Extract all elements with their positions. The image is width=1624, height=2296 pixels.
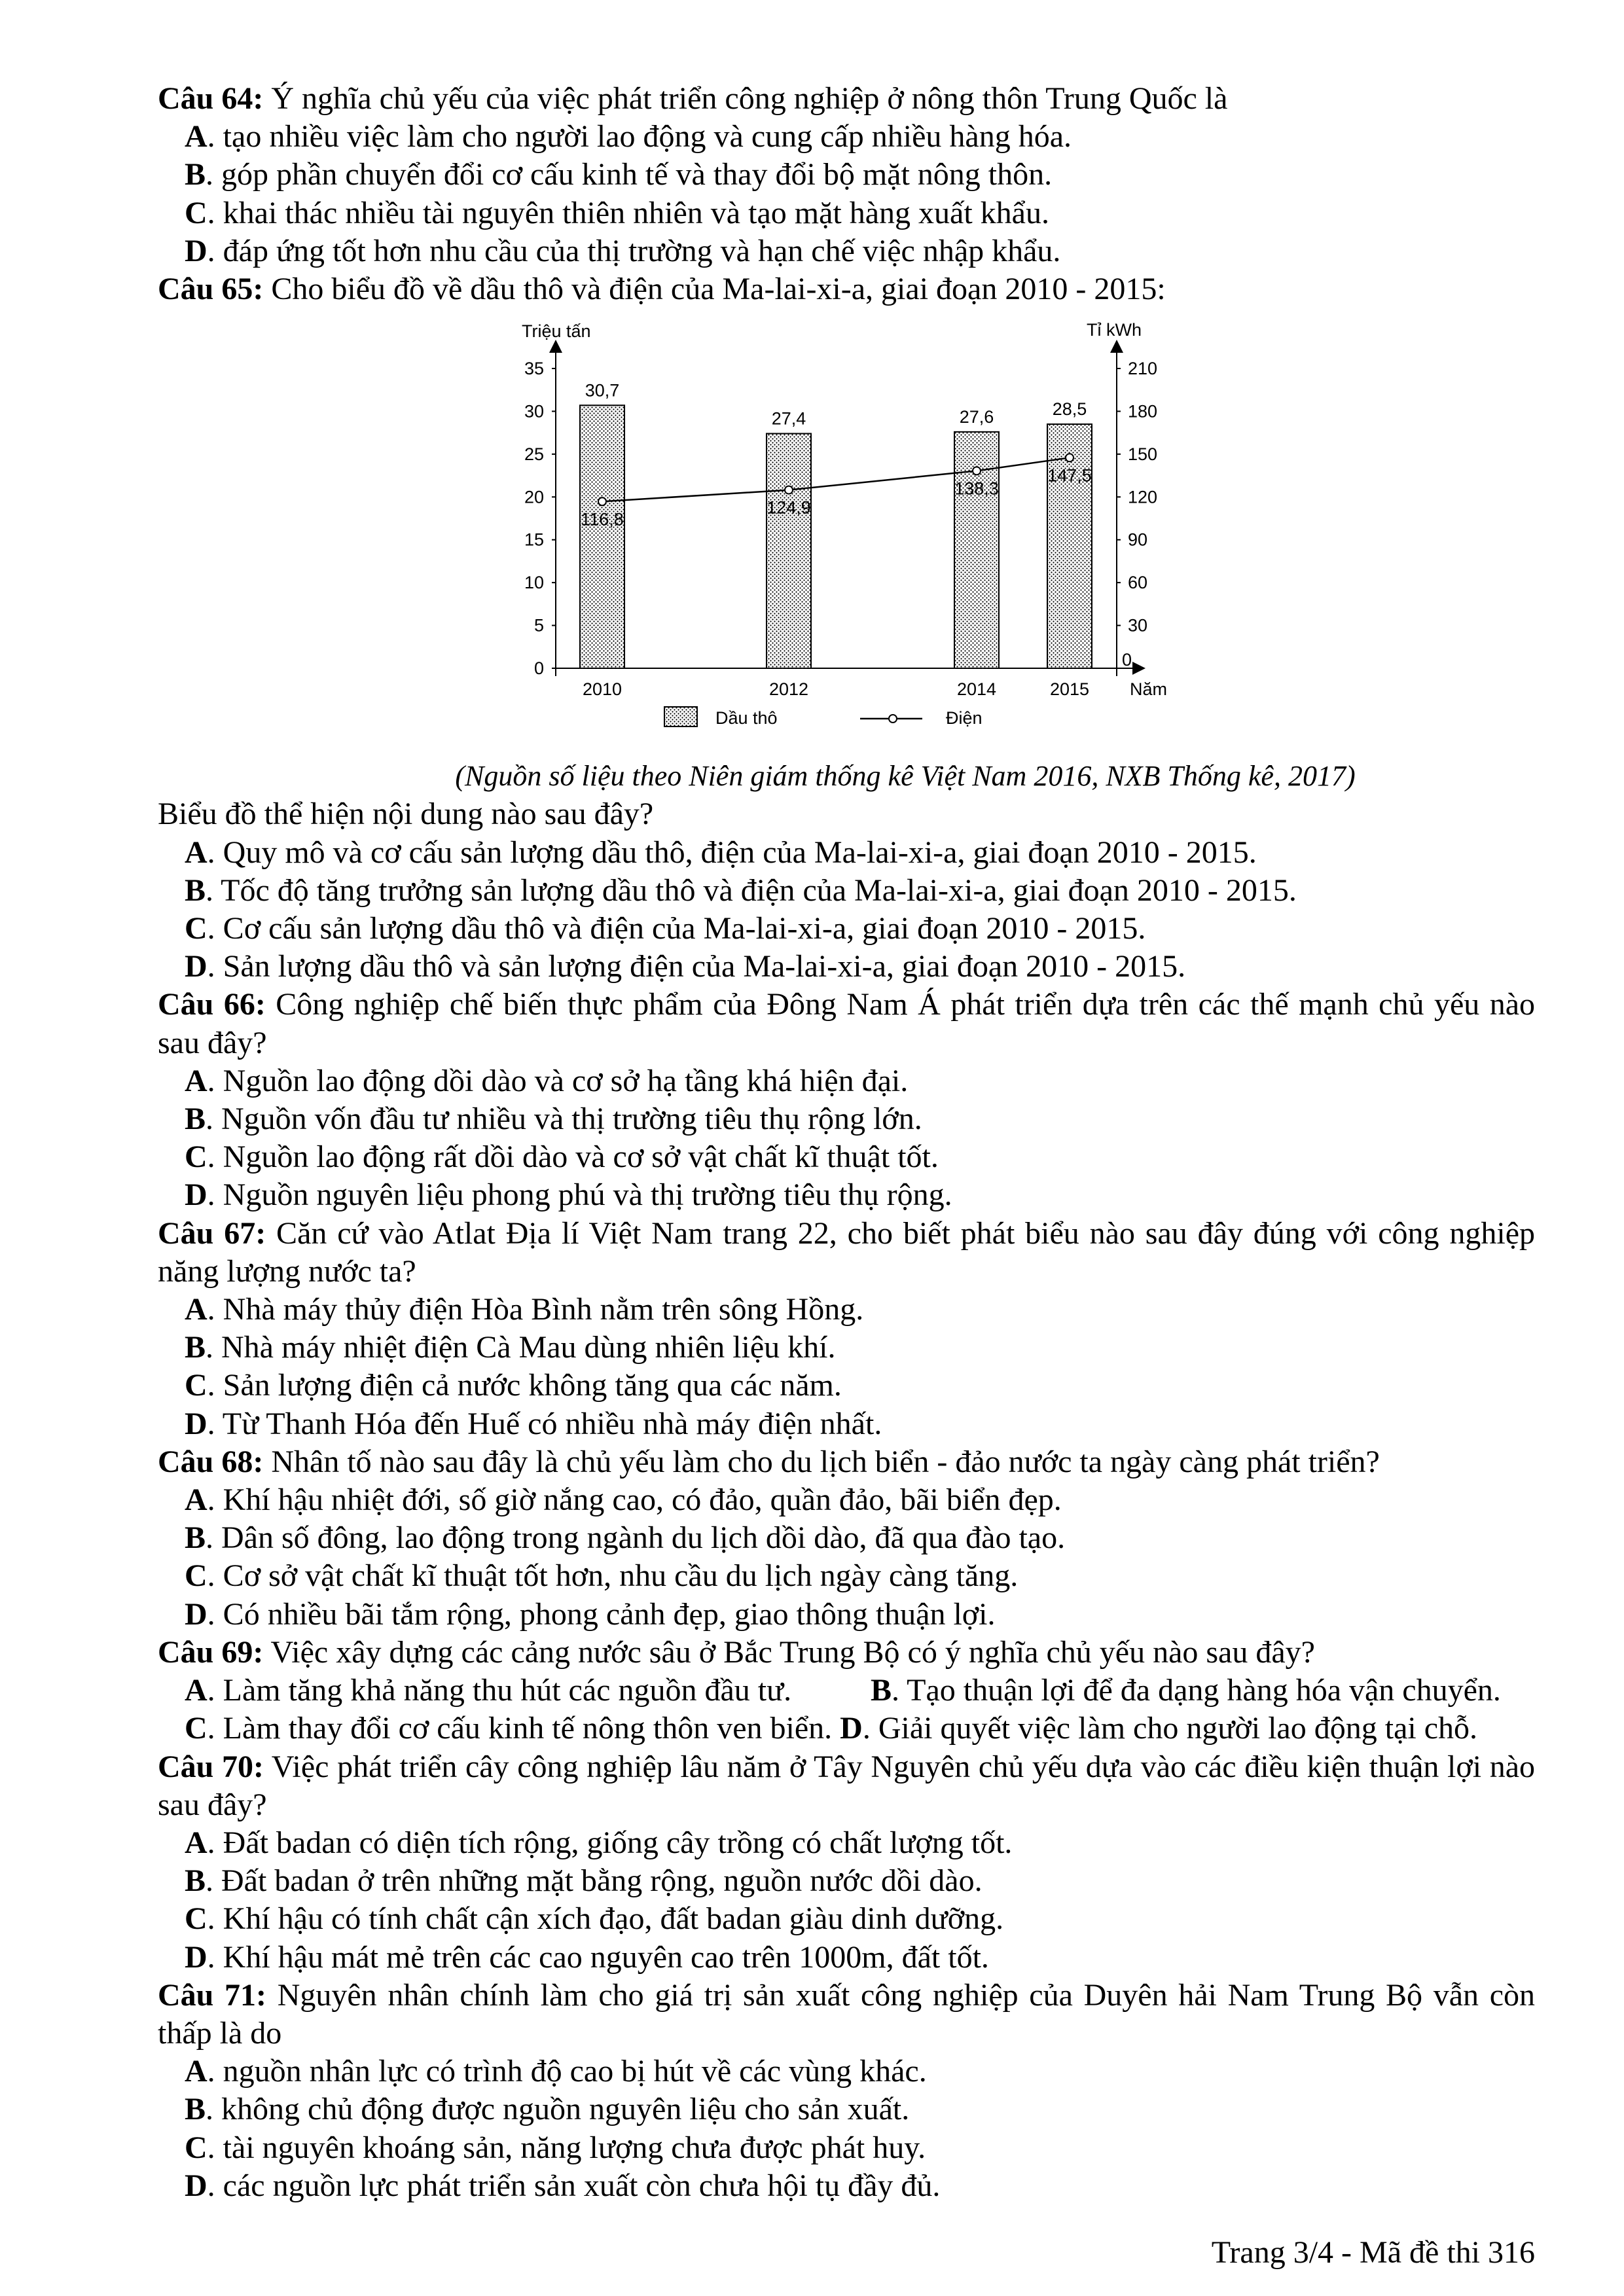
- line-point-dien: [973, 467, 981, 475]
- question-text: Cho biểu đồ về dầu thô và điện của Ma-lai-xi-a, giai đoạn 2010 - 2015:: [263, 272, 1166, 307]
- question-text: Căn cứ vào Atlat Địa lí Việt Nam trang 22, cho biết phát biểu nào sau đây đúng với công nghiệp năng lượng nước ta?: [158, 1215, 1536, 1289]
- option-text: . nguồn nhân lực có trình độ cao bị hút về các vùng khác.: [207, 2054, 927, 2089]
- option-letter: A: [185, 834, 208, 870]
- option-letter: C: [185, 2130, 208, 2165]
- question-text: Công nghiệp chế biến thực phẩm của Đông Nam Á phát triển dựa trên các thế mạnh chủ yếu nào sau đây?: [158, 987, 1536, 1060]
- question-65-options: [158, 795, 1535, 986]
- right-tick-label: 0: [1122, 650, 1132, 670]
- left-tick-label: 15: [524, 529, 544, 550]
- option-letter: B: [185, 2092, 206, 2127]
- option-letter: A: [185, 1825, 208, 1860]
- option-text: . Khí hậu có tính chất cận xích đạo, đất badan giàu dinh dưỡng.: [207, 1901, 1004, 1937]
- answer-option: [158, 1481, 1535, 1519]
- line-point-dien: [785, 486, 793, 494]
- answer-option: [158, 1824, 1535, 1862]
- left-tick-label: 25: [524, 444, 544, 464]
- answer-option: [158, 1176, 1535, 1214]
- right-tick-label: 210: [1128, 359, 1158, 378]
- option-text: . Từ Thanh Hóa đến Huế có nhiều nhà máy điện nhất.: [207, 1406, 882, 1441]
- option-letter: D: [185, 1406, 208, 1441]
- left-tick-label: 35: [524, 359, 544, 378]
- option-text: . Nhà máy nhiệt điện Cà Mau dùng nhiên liệu khí.: [206, 1330, 836, 1365]
- answer-option: [185, 1711, 832, 1746]
- option-letter: C: [185, 1139, 208, 1175]
- right-tick-label: 150: [1128, 444, 1158, 464]
- page-footer: Trang 3/4 - Mã đề thi 316: [1211, 2235, 1535, 2270]
- questions-66-71: [158, 986, 1535, 2205]
- option-text: . Có nhiều bãi tắm rộng, phong cảnh đẹp, giao thông thuận lợi.: [207, 1596, 996, 1632]
- answer-option: [158, 1557, 1535, 1595]
- question-text: Ý nghĩa chủ yếu của việc phát triển công nghiệp ở nông thôn Trung Quốc là: [263, 81, 1228, 116]
- right-axis-title: Tỉ kWh: [1087, 320, 1142, 340]
- question-number: Câu 66:: [158, 987, 266, 1022]
- answer-option: [158, 1596, 1535, 1634]
- x-tick-label: 2010: [582, 679, 623, 699]
- option-letter: B: [185, 1863, 206, 1899]
- option-text: . Giải quyết việc làm cho người lao động tại chỗ.: [862, 1711, 1478, 1746]
- option-letter: C: [185, 1558, 208, 1594]
- question-number: Câu 65:: [158, 272, 264, 307]
- left-tick-label: 5: [533, 615, 544, 636]
- answer-option: [158, 1900, 1535, 1938]
- option-letter: D: [840, 1711, 863, 1746]
- answer-option: [158, 1519, 1535, 1557]
- right-tick-label: 30: [1128, 615, 1148, 636]
- option-text: . Khí hậu nhiệt đới, số giờ nắng cao, có đảo, quần đảo, bãi biển đẹp.: [207, 1482, 1062, 1518]
- line-point-dien: [1066, 454, 1074, 461]
- bar-dau-tho: [580, 405, 624, 668]
- option-text: . khai thác nhiều tài nguyên thiên nhiên và tạo mặt hàng xuất khẩu.: [207, 195, 1049, 230]
- question-prompt: Biểu đồ thể hiện nội dung nào sau đây?: [158, 797, 654, 832]
- answer-option: [158, 1329, 1535, 1367]
- right-tick-label: 120: [1128, 487, 1158, 507]
- answer-option: [158, 2167, 1535, 2205]
- answer-option: [158, 1405, 1535, 1443]
- x-axis-title: Năm: [1130, 679, 1168, 699]
- option-text: . Tạo thuận lợi để đa dạng hàng hóa vận chuyển.: [892, 1673, 1501, 1708]
- option-text: . Nguồn vốn đầu tư nhiều và thị trường tiêu thụ rộng lớn.: [206, 1102, 922, 1137]
- bar-dau-tho: [767, 433, 811, 668]
- option-letter: C: [185, 1368, 208, 1403]
- option-text: . Quy mô và cơ cấu sản lượng dầu thô, điện của Ma-lai-xi-a, giai đoạn 2010 - 2015.: [207, 834, 1257, 870]
- answer-option: [158, 1138, 1535, 1176]
- answer-option: [158, 948, 1535, 986]
- right-tick-label: 90: [1128, 529, 1148, 550]
- question-number: Câu 68:: [158, 1444, 264, 1479]
- option-letter: C: [185, 195, 208, 230]
- answer-option: [158, 2090, 1535, 2128]
- answer-option: [185, 1672, 871, 1710]
- legend-label-dau-tho: Dầu thô: [715, 708, 778, 728]
- question-text: Nguyên nhân chính làm cho giá trị sản xuất công nghiệp của Duyên hải Nam Trung Bộ vẫn còn thấp là do: [158, 1977, 1535, 2051]
- question-stem: [158, 1634, 1535, 1672]
- left-tick-label: 0: [533, 658, 544, 678]
- option-letter: D: [185, 1177, 208, 1213]
- question-stem: [158, 986, 1535, 1062]
- question-number: Câu 64:: [158, 81, 264, 116]
- option-text: . Khí hậu mát mẻ trên các cao nguyên cao trên 1000m, đất tốt.: [207, 1939, 989, 1975]
- option-row: [158, 1710, 1535, 1748]
- option-text: . tài nguyên khoáng sản, năng lượng chưa được phát huy.: [207, 2130, 926, 2165]
- option-text: . Nguồn lao động rất dồi dào và cơ sở vật chất kĩ thuật tốt.: [207, 1139, 939, 1175]
- right-tick-label: 60: [1128, 573, 1148, 593]
- option-text: . Sản lượng dầu thô và sản lượng điện của Ma-lai-xi-a, giai đoạn 2010 - 2015.: [207, 949, 1186, 984]
- question-stem: [158, 1215, 1535, 1291]
- question-stem: [158, 1748, 1535, 1824]
- option-letter: C: [185, 1901, 208, 1937]
- option-letter: B: [185, 1520, 206, 1556]
- option-letter: D: [185, 949, 208, 984]
- answer-option: [840, 1711, 1477, 1746]
- option-text: . góp phần chuyển đổi cơ cấu kinh tế và thay đổi bộ mặt nông thôn.: [206, 157, 1053, 192]
- option-letter: B: [185, 1102, 206, 1137]
- question-number: Câu 70:: [158, 1749, 264, 1784]
- option-text: . Nguồn nguyên liệu phong phú và thị trường tiêu thụ rộng.: [207, 1177, 952, 1213]
- legend-marker-dien: [889, 715, 897, 723]
- x-tick-label: 2014: [956, 679, 997, 699]
- answer-option: [158, 1939, 1535, 1977]
- option-letter: C: [185, 1711, 208, 1746]
- answer-option: [158, 1862, 1535, 1900]
- option-letter: B: [185, 157, 206, 192]
- question-text: Nhân tố nào sau đây là chủ yếu làm cho du lịch biển - đảo nước ta ngày càng phát triển?: [263, 1444, 1380, 1479]
- line-point-dien: [598, 497, 606, 505]
- option-letter: A: [185, 2054, 208, 2089]
- left-tick-label: 30: [524, 401, 544, 422]
- option-letter: A: [185, 1063, 208, 1098]
- option-letter: D: [185, 2168, 208, 2203]
- oil-electricity-chart: [0, 0, 1624, 785]
- answer-option: [158, 872, 1535, 910]
- option-text: . Làm thay đổi cơ cấu kinh tế nông thôn ven biển.: [207, 1711, 833, 1746]
- option-text: . tạo nhiều việc làm cho người lao động và cung cấp nhiều hàng hóa.: [207, 119, 1072, 154]
- answer-option: [158, 2129, 1535, 2167]
- answer-option: [158, 1062, 1535, 1100]
- line-value-label: 147,5: [1047, 465, 1092, 486]
- option-text: . Cơ sở vật chất kĩ thuật tốt hơn, nhu cầu du lịch ngày càng tăng.: [207, 1558, 1019, 1594]
- line-value-label: 116,8: [581, 509, 624, 529]
- option-text: . đáp ứng tốt hơn nhu cầu của thị trường và hạn chế việc nhập khẩu.: [207, 233, 1061, 268]
- option-letter: D: [185, 1939, 208, 1975]
- option-text: . Nguồn lao động dồi dào và cơ sở hạ tầng khá hiện đại.: [207, 1063, 909, 1098]
- option-letter: A: [185, 119, 208, 154]
- left-tick-label: 10: [524, 573, 544, 593]
- right-tick-label: 180: [1128, 401, 1158, 422]
- option-letter: D: [185, 233, 208, 268]
- question-text: Việc phát triển cây công nghiệp lâu năm ở Tây Nguyên chủ yếu dựa vào các điều kiện thuận lợi nào sau đây?: [158, 1749, 1536, 1822]
- option-text: . Dân số đông, lao động trong ngành du lịch dồi dào, đã qua đào tạo.: [206, 1520, 1066, 1556]
- legend-swatch-dau-tho: [664, 707, 697, 726]
- x-tick-label: 2012: [768, 679, 809, 699]
- option-letter: A: [185, 1482, 208, 1518]
- question-text: Việc xây dựng các cảng nước sâu ở Bắc Trung Bộ có ý nghĩa chủ yếu nào sau đây?: [263, 1634, 1315, 1670]
- answer-option: [158, 1367, 1535, 1405]
- answer-option: [158, 1100, 1535, 1138]
- option-letter: B: [871, 1673, 892, 1708]
- option-letter: B: [185, 872, 206, 908]
- question-number: Câu 67:: [158, 1215, 266, 1251]
- option-text: . không chủ động được nguồn nguyên liệu cho sản xuất.: [206, 2092, 910, 2127]
- option-text: . Làm tăng khả năng thu hút các nguồn đầu tư.: [207, 1673, 792, 1708]
- option-letter: C: [185, 911, 208, 946]
- option-text: . các nguồn lực phát triển sản xuất còn chưa hội tụ đầy đủ.: [207, 2168, 941, 2203]
- question-stem: [158, 1977, 1535, 2053]
- bar-value-label: 27,6: [959, 406, 994, 427]
- bar-value-label: 30,7: [585, 380, 620, 401]
- left-tick-label: 20: [524, 487, 544, 507]
- option-row: [158, 1672, 1535, 1710]
- option-text: . Tốc độ tăng trưởng sản lượng dầu thô và điện của Ma-lai-xi-a, giai đoạn 2010 - 2015.: [206, 872, 1297, 908]
- option-text: . Nhà máy thủy điện Hòa Bình nằm trên sông Hồng.: [207, 1292, 864, 1327]
- option-letter: B: [185, 1330, 206, 1365]
- question-number: Câu 69:: [158, 1634, 264, 1670]
- option-text: . Đất badan có diện tích rộng, giống cây trồng có chất lượng tốt.: [207, 1825, 1013, 1860]
- option-letter: D: [185, 1596, 208, 1632]
- option-letter: A: [185, 1673, 208, 1708]
- legend-label-dien: Điện: [946, 708, 983, 728]
- answer-option: [158, 910, 1535, 948]
- answer-option: [871, 1673, 1501, 1708]
- left-axis-title: Triệu tấn: [522, 321, 591, 341]
- chart-source-caption: (Nguồn số liệu theo Niên giám thống kê Việt Nam 2016, NXB Thống kê, 2017): [455, 760, 1356, 793]
- line-value-label: 124,9: [767, 497, 811, 518]
- option-text: . Cơ cấu sản lượng dầu thô và điện của Ma-lai-xi-a, giai đoạn 2010 - 2015.: [207, 911, 1146, 946]
- option-text: . Đất badan ở trên những mặt bằng rộng, nguồn nước dồi dào.: [206, 1863, 983, 1899]
- x-tick-label: 2015: [1049, 679, 1090, 699]
- bar-value-label: 27,4: [771, 408, 806, 429]
- line-value-label: 138,3: [954, 478, 999, 499]
- answer-option: [158, 834, 1535, 872]
- option-letter: A: [185, 1292, 208, 1327]
- answer-option: [158, 1291, 1535, 1329]
- question-number: Câu 71:: [158, 1977, 267, 2013]
- bar-value-label: 28,5: [1052, 399, 1087, 420]
- option-text: . Sản lượng điện cả nước không tăng qua các năm.: [207, 1368, 842, 1403]
- answer-option: [158, 2053, 1535, 2090]
- question-stem: [158, 1443, 1535, 1481]
